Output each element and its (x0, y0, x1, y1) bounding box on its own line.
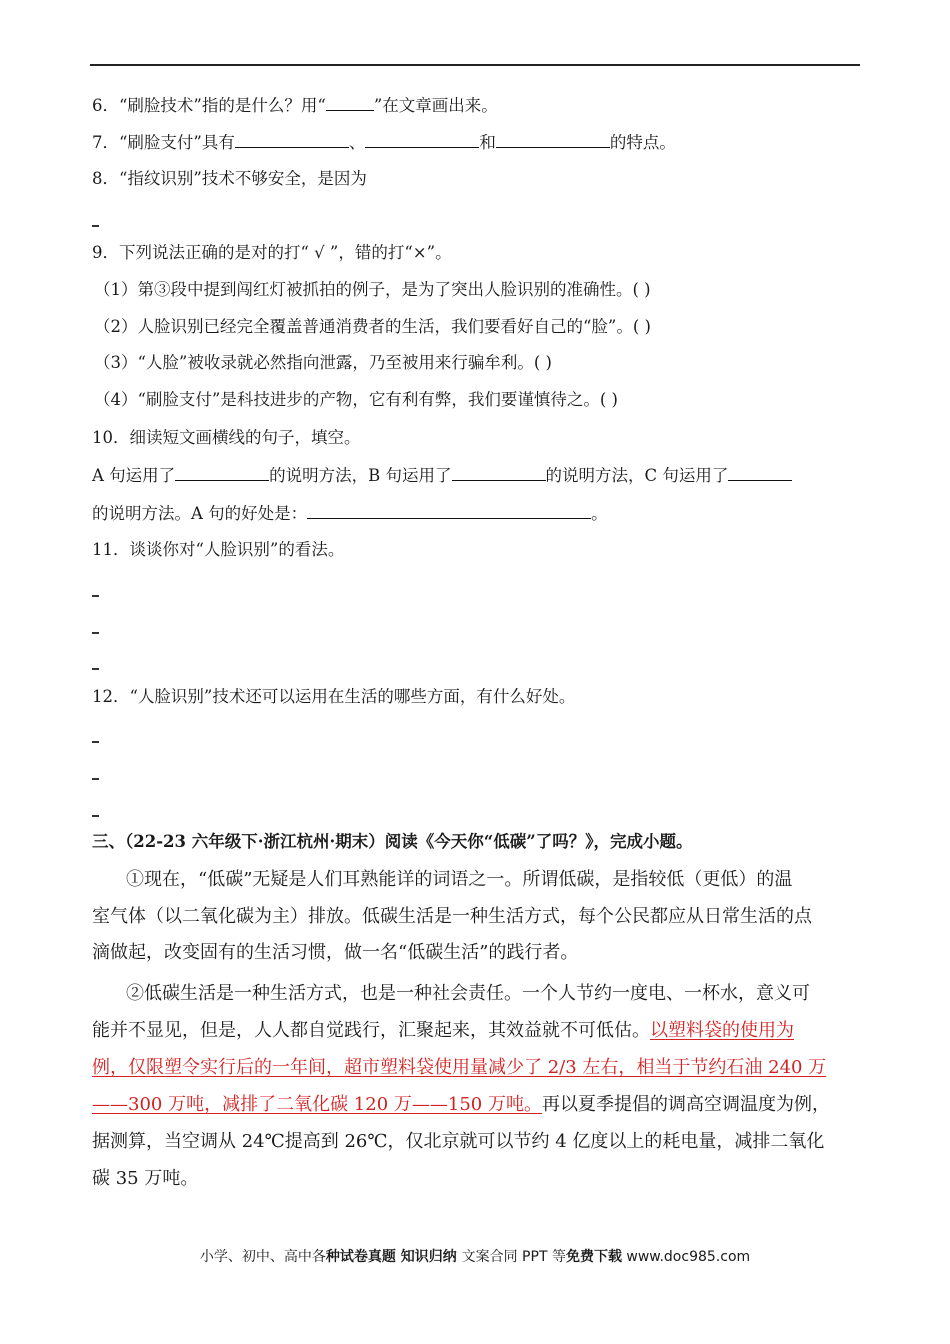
q9-item: （4）“刷脸支付”是科技进步的产物，它有利有弊，我们要谨慎待之。( ) (94, 390, 618, 409)
underlined-sentence-a: ——300 万吨，减排了二氧化碳 120 万——150 万吨。 (92, 1094, 542, 1115)
underlined-sentence-a: 例，仅限塑令实行后的一年间，超市塑料袋使用量减少了 2/3 左右，相当于节约石油 240 万 (92, 1057, 827, 1078)
blank[interactable] (307, 502, 591, 519)
passage-line: 室气体（以二氧化碳为主）排放。低碳生活是一种生活方式，每个公民都应从日常生活的点 (92, 906, 812, 927)
question-8: 8．“指纹识别”技术不够安全，是因为 (92, 169, 367, 188)
question-9-title: 9．下列说法正确的是对的打“ √ ”，错的打“×”。 (92, 243, 452, 262)
passage-line: 据测算，当空调从 24℃提高到 26℃，仅北京就可以节约 4 亿度以上的耗电量，减排二氧化 (92, 1131, 825, 1152)
passage-line: 碳 35 万吨。 (92, 1168, 199, 1189)
blank[interactable] (728, 464, 792, 481)
footer: 小学、初中、高中各种试卷真题 知识归纳 文案合同 PPT 等免费下载 www.doc985.com (199, 1249, 751, 1265)
passage-line (92, 1057, 826, 1079)
answer-line[interactable] (92, 632, 99, 634)
answer-line[interactable] (92, 225, 99, 227)
answer-line[interactable] (92, 595, 99, 597)
blank[interactable] (326, 94, 374, 111)
passage-line: ①现在，“低碳”无疑是人们耳熟能详的词语之一。所谓低碳，是指较低（更低）的温 (126, 869, 793, 890)
blank[interactable] (235, 131, 349, 148)
passage-line: ——300 万吨，减排了二氧化碳 120 万——150 万吨。再以夏季提倡的调高空调温度为例， (92, 1094, 830, 1115)
question-10-line1: A 句运用了 的说明方法，B 句运用了 的说明方法，C 句运用了 (92, 464, 792, 487)
question-7: 7．“刷脸支付”具有 、 和 的特点。 (92, 133, 676, 152)
blank[interactable] (452, 464, 546, 481)
q9-item: （1）第③段中提到闯红灯被抓拍的例子，是为了突出人脸识别的准确性。( ) (94, 280, 651, 299)
q9-item: （2）人脸识别已经完全覆盖普通消费者的生活，我们要看好自己的“脸”。( ) (94, 317, 651, 336)
passage-line: ②低碳生活是一种生活方式，也是一种社会责任。一个人节约一度电、一杯水，意义可 (126, 983, 810, 1004)
passage-line: 能并不显见，但是，人人都自觉践行，汇聚起来，其效益就不可低估。以塑料袋的使用为 (92, 1020, 794, 1041)
answer-line[interactable] (92, 668, 99, 670)
question-10-title: 10．细读短文画横线的句子，填空。 (92, 428, 361, 447)
blank[interactable] (365, 131, 479, 148)
question-11: 11．谈谈你对“人脸识别”的看法。 (92, 540, 345, 559)
question-6: 6．“刷脸技术”指的是什么？用“ ”在文章画出来。 (92, 96, 498, 115)
question-12: 12．“人脸识别”技术还可以运用在生活的哪些方面，有什么好处。 (92, 687, 576, 706)
q9-item: （3）“人脸”被收录就必然指向泄露，乃至被用来行骗牟利。( ) (94, 353, 552, 372)
top-rule (90, 64, 860, 66)
answer-line[interactable] (92, 815, 99, 817)
passage-line: 滴做起，改变固有的生活习惯，做一名“低碳生活”的践行者。 (92, 942, 579, 963)
footer-url[interactable]: www.doc985.com (621, 1249, 751, 1265)
question-10-line2: 的说明方法。A 句的好处是： 。 (92, 504, 608, 523)
answer-line[interactable] (92, 778, 99, 780)
underlined-sentence-a: 以塑料袋的使用为 (650, 1020, 794, 1041)
section-3-title: 三、（22-23 六年级下·浙江杭州·期末）阅读《今天你“低碳”了吗？》，完成小题。 (92, 832, 693, 851)
blank[interactable] (496, 131, 610, 148)
answer-line[interactable] (92, 741, 99, 743)
blank[interactable] (175, 464, 269, 481)
